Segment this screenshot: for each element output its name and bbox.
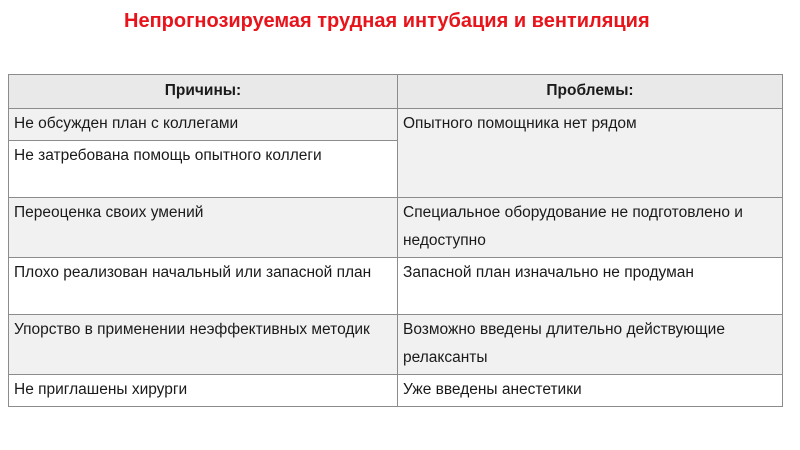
cause-cell: Не приглашены хирурги [9,375,398,407]
table-row [9,198,783,258]
cause-cell: Не обсужден план с коллегами [9,109,398,141]
table-row [9,375,783,407]
cause-cell: Упорство в применении неэффективных методик [9,315,398,375]
problem-cell: Опытного помощника нет рядом [398,109,783,198]
causes-problems-table [8,74,783,407]
cause-cell: Переоценка своих умений [9,198,398,258]
header-problems: Проблемы: [398,75,783,109]
table-row [9,258,783,315]
problem-cell: Возможно введены длительно действующие релаксанты [398,315,783,375]
problem-cell: Уже введены анестетики [398,375,783,407]
problem-cell: Запасной план изначально не продуман [398,258,783,315]
table-header-row [9,75,783,109]
problem-cell: Специальное оборудование не подготовлено и недоступно [398,198,783,258]
cause-cell: Не затребована помощь опытного коллеги [9,141,398,198]
slide-title: Непрогнозируемая трудная интубация и вентиляция [124,10,650,32]
table-row [9,109,783,141]
table-row [9,315,783,375]
cause-cell: Плохо реализован начальный или запасной план [9,258,398,315]
header-causes: Причины: [9,75,398,109]
